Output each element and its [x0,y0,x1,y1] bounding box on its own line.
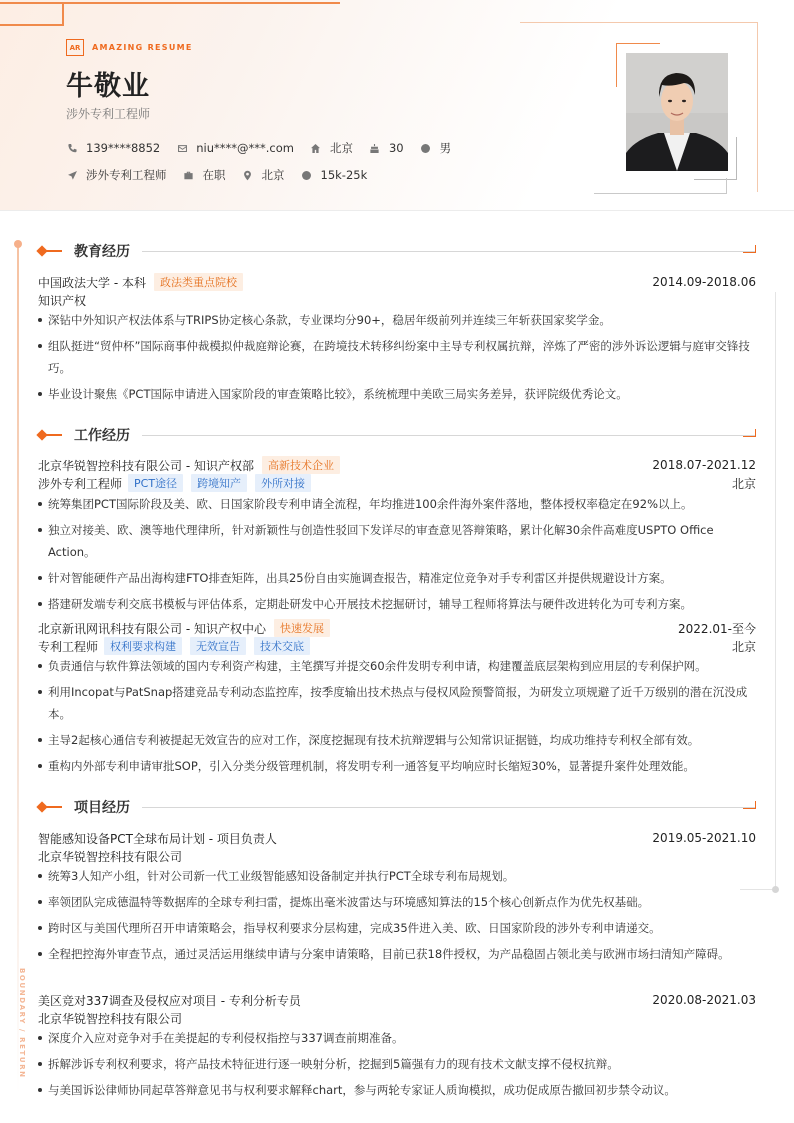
section-work-title [38,426,756,444]
job-role-row [38,475,756,491]
section-diamond-icon [38,245,62,257]
gender-text: 男 [439,141,452,155]
gender-item [420,140,452,156]
project-org: 北京华锐智控科技有限公司 [38,849,183,864]
education-bullet: 深钻中外知识产权法体系与TRIPS协定核心条款，专业课均分90+，稳居年级前列并连续三年斩获国家奖学金。 [38,309,758,331]
header-corner-decoration [0,2,64,26]
target-city-item [242,167,285,183]
target-job-item [66,167,167,183]
education-entry-header [38,274,756,290]
project-org-row [38,848,756,864]
section-education-title [38,242,756,260]
job-date: 2022.01-至今 [678,621,756,636]
side-vertical-text: BOUNDARY / RETURN [18,968,26,1079]
job-bullet: 搭建研发端专利交底书模板与评估体系，定期赴研发中心开展技术挖掘研讨，辅导工程师将算法与硬件改进转化为可专利方案。 [38,593,758,615]
skill-tag: 无效宣告 [190,637,246,655]
job-bullet: 重构内外部专利申请审批SOP，引入分类分级管理机制，将发明专利一通答复平均响应时长缩短30%，显著提升案件处理效能。 [38,755,758,777]
timeline-rail [17,244,19,1094]
project-bullet: 跨时区与美国代理所召开申请策略会，指导权利要求分层构建，完成35件进入美、欧、日国家阶段的涉外专利申请递交。 [38,917,758,939]
age-text: 30 [388,141,404,155]
education-major-row [38,292,756,308]
section-projects-title [38,798,756,816]
section-divider [142,807,756,808]
education-bullet: 毕业设计聚焦《PCT国际申请进入国家阶段的审查策略比较》，系统梳理中美欧三局实务差异，获评院级优秀论文。 [38,383,758,405]
company-name: 北京新讯网讯科技有限公司 - 知识产权中心 [38,621,266,636]
home-icon [310,142,322,154]
email-text: niu****@***.com [196,141,294,155]
job-bullet: 主导2起核心通信专利被提起无效宣告的应对工作，深度挖掘现有技术抗辩逻辑与公知常识证据链，均成功维持专利权全部有效。 [38,729,758,751]
project-entry-header [38,992,756,1008]
education-bullet: 组队挺进“贸仲杯”国际商事仲裁模拟仲裁庭辩论赛，在跨境技术转移纠纷案中主导专利权属抗辩，淬炼了严密的涉外诉讼逻辑与庭审交锋技巧。 [38,335,758,379]
skill-tag: PCT途径 [128,474,183,492]
job-role-row [38,638,756,654]
project-name: 智能感知设备PCT全球布局计划 - 项目负责人 [38,831,277,846]
job-bullet: 利用Incopat与PatSnap搭建竞品专利动态监控库，按季度输出技术热点与侵权风险预警简报，为研发立项规避了近千万级别的潜在沉没成本。 [38,681,758,725]
contact-row [66,140,467,156]
status-item [183,167,226,183]
section-label: 教育经历 [74,244,130,260]
project-bullet: 深度介入应对竞争对手在美提起的专利侵权指控与337调查前期准备。 [38,1027,758,1049]
section-label: 工作经历 [74,428,130,444]
section-diamond-icon [38,801,62,813]
project-date: 2019.05-2021.10 [652,831,756,845]
job-bullet: 负责通信与软件算法领域的国内专利资产构建，主笔撰写并提交60余件发明专利申请，构建覆盖底层架构到应用层的专利保护网。 [38,655,758,677]
section-divider [142,435,756,436]
company-name: 北京华锐智控科技有限公司 - 知识产权部 [38,458,254,473]
school-name: 中国政法大学 - 本科 [38,275,146,290]
job-role: 专利工程师 [38,639,99,654]
project-org: 北京华锐智控科技有限公司 [38,1011,183,1026]
right-rail-dot [772,886,779,893]
gender-icon [420,142,432,154]
briefcase-icon [183,169,195,181]
avatar [626,53,728,171]
brand-logo: AR [66,39,84,56]
candidate-name: 牛敬业 [66,71,150,102]
age-item [369,141,404,155]
target-job-text: 涉外专利工程师 [86,168,167,182]
job-bullet: 针对智能硬件产品出海构建FTO排查矩阵，出具25份自由实施调查报告，精准定位竞争对手专利雷区并提供规避设计方案。 [38,567,758,589]
section-label: 项目经历 [74,800,130,816]
job-bullet: 统筹集团PCT国际阶段及美、欧、日国家阶段专利申请全流程，年均推进100余件海外案件落地，整体授权率稳定在92%以上。 [38,493,758,515]
job-location: 北京 [731,476,756,491]
email-item [176,141,294,155]
send-icon [66,169,78,181]
skill-tag: 技术交底 [254,637,310,655]
salary-text: 15k-25k [320,168,368,182]
company-tag: 高新技术企业 [262,456,340,474]
job-bullet: 独立对接美、欧、澳等地代理律所，针对新颖性与创造性驳回下发详尽的审查意见答辩策略，累计化解30余件高难度USPTO Office Action。 [38,519,758,563]
job-intent-row [66,167,383,183]
skill-tag: 外所对接 [255,474,311,492]
job-location: 北京 [731,639,756,654]
project-bullet: 统筹3人知产小组，针对公司新一代工业级智能感知设备制定并执行PCT全球专利布局规划。 [38,865,758,887]
status-text: 在职 [202,168,226,182]
project-date: 2020.08-2021.03 [652,993,756,1007]
section-corner-mark [743,801,756,809]
section-diamond-icon [38,429,62,441]
salary-item [301,168,368,182]
school-tag: 政法类重点院校 [154,273,243,291]
photo-underline [594,193,726,194]
section-corner-mark [743,245,756,253]
money-icon [301,169,313,181]
job-role: 涉外专利工程师 [38,476,123,491]
location-pin-icon [242,169,254,181]
target-city-text: 北京 [261,168,285,182]
project-name: 美区竞对337调查及侵权应对项目 - 专利分析专员 [38,993,301,1008]
photo-underline-tick [726,178,727,194]
phone-item [66,141,160,155]
section-divider [142,251,756,252]
city-text: 北京 [329,141,353,155]
phone-icon [66,142,78,154]
education-date: 2014.09-2018.06 [652,275,756,289]
timeline-dot [14,240,22,248]
city-item [310,140,353,156]
right-rail-decoration [775,292,776,890]
section-corner-mark [743,429,756,437]
company-tag: 快速发展 [274,619,330,637]
job-entry-header [38,620,756,636]
phone-text: 139****8852 [86,141,161,155]
candidate-title: 涉外专利工程师 [66,107,151,121]
project-bullet: 全程把控海外审查节点，通过灵活运用继续申请与分案申请策略，目前已获18件授权，为产品稳固占领北美与欧洲市场扫清知产障碍。 [38,943,758,965]
brand [66,39,193,56]
mail-icon [176,142,188,154]
skill-tag: 权利要求构建 [104,637,182,655]
right-rail-tick [740,889,776,890]
skill-tag: 跨境知产 [191,474,247,492]
job-date: 2018.07-2021.12 [652,458,756,472]
job-entry-header [38,457,756,473]
age-icon [369,142,381,154]
project-bullet: 拆解涉诉专利权利要求，将产品技术特征进行逐一映射分析，挖掘到5篇强有力的现有技术文献支撑不侵权抗辩。 [38,1053,758,1075]
project-bullet: 率领团队完成德温特等数据库的全球专利扫雷，提炼出毫米波雷达与环境感知算法的15个核心创新点作为优先权基础。 [38,891,758,913]
major-name: 知识产权 [38,293,87,308]
project-org-row [38,1010,756,1026]
project-entry-header [38,830,756,846]
project-bullet: 与美国诉讼律师协同起草答辩意见书与权利要求解释chart，参与两轮专家证人质询模拟，成功促成原告撤回初步禁令动议。 [38,1079,758,1101]
brand-text: AMAZING RESUME [92,43,193,52]
